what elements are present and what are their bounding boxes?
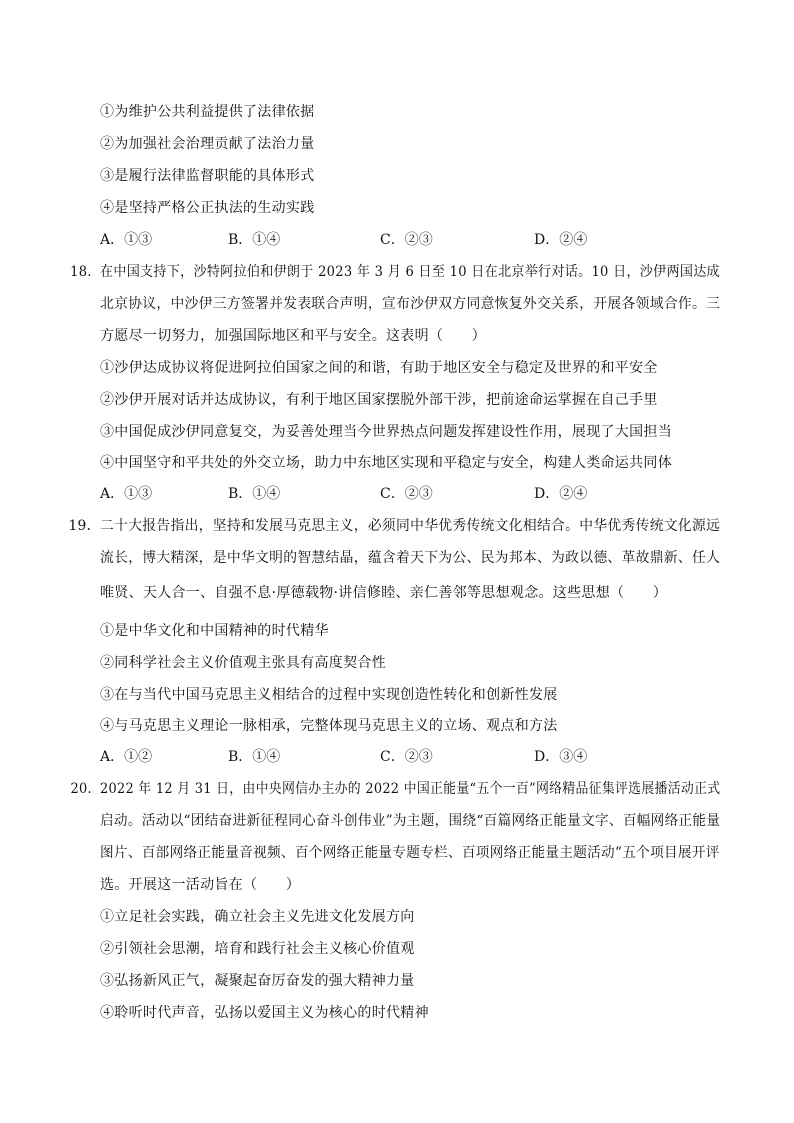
q19-option-2: ②同科学社会主义价值观主张具有高度契合性 [100,655,386,671]
q18-option-3: ③中国促成沙伊同意复交，为妥善处理当今世界热点问题发挥建设性作用，展现了大国担当 [100,424,672,440]
q20-stem-line-3: 图片、百部网络正能量音视频、百个网络正能量专题专栏、百项网络正能量主题活动”五个项目展开评 [100,845,720,861]
q17-option-3: ③是履行法律监督职能的具体形式 [100,168,315,184]
q17-option-4: ④是坚持严格公正执法的生动实践 [100,200,315,216]
q17-choice-b[interactable]: B．①④ [228,232,281,248]
q17-choice-a[interactable]: A．①③ [100,232,153,248]
q20-number: 20． [70,781,101,797]
q20-option-1: ①立足社会实践，确立社会主义先进文化发展方向 [100,909,415,925]
q17-option-2: ②为加强社会治理贡献了法治力量 [100,136,315,152]
q19-option-3: ③在与当代中国马克思主义相结合的过程中实现创造性转化和创新性发展 [100,687,558,703]
q18-option-4: ④中国坚守和平共处的外交立场，助力中东地区实现和平稳定与安全，构建人类命运共同体 [100,455,672,471]
q17-choice-c[interactable]: C．②③ [380,232,433,248]
q18-choice-d[interactable]: D．②④ [534,486,588,502]
q20-option-3: ③弘扬新风正气，凝聚起奋厉奋发的强大精神力量 [100,973,415,989]
q19-choices [100,747,620,767]
q20-stem-text-1: 2022 年 12 月 31 日，由中央网信办主办的 2022 中国正能量“五个一百”网络精品征集评选展播活动正式 [100,781,721,797]
q18-stem-line-1 [70,262,720,282]
q18-option-1: ①沙伊达成协议将促进阿拉伯国家之间的和谐，有助于地区安全与稳定及世界的和平安全 [100,360,658,376]
q20-stem-line-1 [70,779,721,799]
q19-choice-c[interactable]: C．②③ [380,749,433,765]
q20-stem-line-4: 选。开展这一活动旨在（ ） [100,877,301,893]
q18-choices [100,484,620,504]
q19-choice-a[interactable]: A．①② [100,749,153,765]
q19-stem-text-1: 二十大报告指出，坚持和发展马克思主义，必须同中华优秀传统文化相结合。中华优秀传统文化源远 [100,518,721,534]
q18-stem-line-2: 北京协议，中沙伊三方签署并发表联合声明，宣布沙伊双方同意恢复外交关系，开展各领域合作。三 [100,296,721,312]
q18-choice-b[interactable]: B．①④ [228,486,281,502]
q18-number: 18． [70,264,101,280]
q19-choice-b[interactable]: B．①④ [228,749,281,765]
q20-option-4: ④聆听时代声音，弘扬以爱国主义为核心的时代精神 [100,1005,429,1021]
q18-stem-text-1: 在中国支持下，沙特阿拉伯和伊朗于 2023 年 3 月 6 日至 10 日在北京举行对话。10 日，沙伊两国达成 [100,264,720,280]
q18-choice-a[interactable]: A．①③ [100,486,153,502]
q19-stem-line-2: 流长，博大精深，是中华文明的智慧结晶，蕴含着天下为公、民为邦本、为政以德、革故鼎新、任人 [100,550,721,566]
q18-option-2: ②沙伊开展对话并达成协议，有利于地区国家摆脱外部干涉，把前途命运掌握在自己手里 [100,392,658,408]
q19-stem-line-1 [68,516,721,536]
q19-option-4: ④与马克思主义理论一脉相承，完整体现马克思主义的立场、观点和方法 [100,718,558,734]
q17-choice-d[interactable]: D．②④ [534,232,588,248]
q19-option-1: ①是中华文化和中国精神的时代精华 [100,623,329,639]
q19-choice-d[interactable]: D．③④ [534,749,588,765]
q18-stem-line-3: 方愿尽一切努力，加强国际地区和平与安全。这表明（ ） [100,328,487,344]
q20-stem-line-2: 启动。活动以“团结奋进新征程同心奋斗创伟业”为主题，围绕“百篇网络正能量文字、百幅网络正能量 [100,813,721,829]
q19-stem-line-3: 唯贤、天人合一、自强不息·厚德载物·讲信修睦、亲仁善邻等思想观念。这些思想（ ） [100,585,668,601]
q18-choice-c[interactable]: C．②③ [380,486,433,502]
q17-choices [100,230,620,250]
q19-number: 19． [68,518,101,534]
q20-option-2: ②引领社会思潮，培育和践行社会主义核心价值观 [100,941,415,957]
q17-option-1: ①为维护公共利益提供了法律依据 [100,104,315,120]
